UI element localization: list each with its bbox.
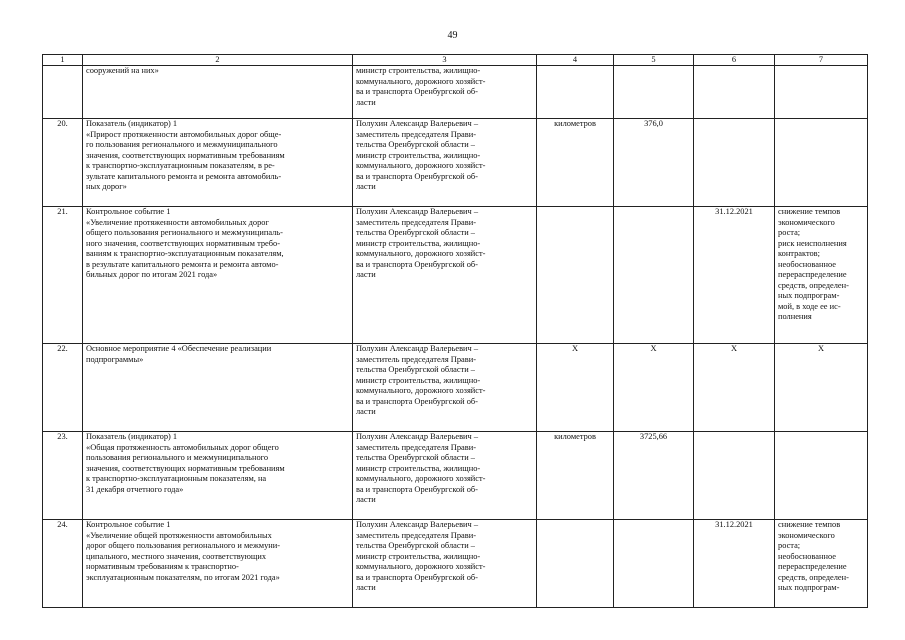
indicator-cell: Основное мероприятие 4 «Обеспечение реализации подпрограммы»	[83, 344, 353, 432]
date-cell	[694, 66, 775, 119]
table-row	[43, 344, 868, 432]
row-number: 22.	[43, 344, 83, 432]
table-row	[43, 66, 868, 119]
date-cell	[694, 119, 775, 207]
date-cell: X	[694, 344, 775, 432]
table-row	[43, 119, 868, 207]
column-header: 5	[614, 55, 694, 66]
unit-cell: километров	[537, 119, 614, 207]
risk-cell: снижение темпов экономического роста; риск неисполнения контрактов; необоснованное перераспределение средств, определен- ных подпрограм- мой, в ходе ее ис- полнения	[775, 207, 868, 344]
column-header: 7	[775, 55, 868, 66]
risk-cell: X	[775, 344, 868, 432]
indicator-cell: Контрольное событие 1 «Увеличение протяженности автомобильных дорог общего пользования регионального и межмуниципаль- ного значения, соответствующих нормативным требо- ваниям к транспортно-эксплуатационным показателям, в результате капитального ремонта и ремонта автомо- бильных дорог по итогам 2021 года»	[83, 207, 353, 344]
responsible-cell: Полухин Александр Валерьевич – заместитель председателя Прави- тельства Оренбургской области – министр строительства, жилищно- коммунального, дорожного хозяйст- ва и транспорта Оренбургской об- ласти	[353, 520, 537, 608]
table-row	[43, 432, 868, 520]
row-number	[43, 66, 83, 119]
row-number: 23.	[43, 432, 83, 520]
responsible-cell: Полухин Александр Валерьевич – заместитель председателя Прави- тельства Оренбургской области – министр строительства, жилищно- коммунального, дорожного хозяйст- ва и транспорта Оренбургской об- ласти	[353, 432, 537, 520]
document-table	[42, 54, 868, 608]
column-header: 1	[43, 55, 83, 66]
responsible-cell: Полухин Александр Валерьевич – заместитель председателя Прави- тельства Оренбургской области – министр строительства, жилищно- коммунального, дорожного хозяйст- ва и транспорта Оренбургской об- ласти	[353, 344, 537, 432]
column-header: 4	[537, 55, 614, 66]
indicator-cell: Показатель (индикатор) 1 «Общая протяженность автомобильных дорог общего пользования регионального и межмуниципального значения, соответствующих нормативным требованиям к транспортно-эксплуатационным показателям, на 31 декабря отчетного года»	[83, 432, 353, 520]
date-cell: 31.12.2021	[694, 207, 775, 344]
value-cell: X	[614, 344, 694, 432]
risk-cell: снижение темпов экономического роста; необоснованное перераспределение средств, определен- ных подпрограм-	[775, 520, 868, 608]
risk-cell	[775, 66, 868, 119]
column-header: 2	[83, 55, 353, 66]
risk-cell	[775, 432, 868, 520]
value-cell: 376,0	[614, 119, 694, 207]
responsible-cell: Полухин Александр Валерьевич – заместитель председателя Прави- тельства Оренбургской области – министр строительства, жилищно- коммунального, дорожного хозяйст- ва и транспорта Оренбургской об- ласти	[353, 207, 537, 344]
page-number: 49	[447, 30, 458, 41]
value-cell	[614, 207, 694, 344]
value-cell	[614, 66, 694, 119]
unit-cell	[537, 207, 614, 344]
unit-cell	[537, 520, 614, 608]
unit-cell: X	[537, 344, 614, 432]
column-header: 6	[694, 55, 775, 66]
responsible-cell: министр строительства, жилищно- коммунального, дорожного хозяйст- ва и транспорта Оренбургской об- ласти	[353, 66, 537, 119]
value-cell: 3725,66	[614, 432, 694, 520]
row-number: 20.	[43, 119, 83, 207]
risk-cell	[775, 119, 868, 207]
header-row	[43, 55, 868, 66]
value-cell	[614, 520, 694, 608]
indicator-cell: Контрольное событие 1 «Увеличение общей протяженности автомобильных дорог общего пользования регионального и межмуни- ципального, местного значения, соответствующих нормативным требованиям к транспортно- эксплуатационным показателям, по итогам 2021 года»	[83, 520, 353, 608]
responsible-cell: Полухин Александр Валерьевич – заместитель председателя Прави- тельства Оренбургской области – министр строительства, жилищно- коммунального, дорожного хозяйст- ва и транспорта Оренбургской об- ласти	[353, 119, 537, 207]
row-number: 21.	[43, 207, 83, 344]
unit-cell	[537, 66, 614, 119]
indicator-cell: Показатель (индикатор) 1 «Прирост протяженности автомобильных дорог обще- го пользования регионального и межмуниципального значения, соответствующих нормативным требованиям к транспортно-эксплуатационным показателям, в ре- зультате капитального ремонта и ремонта автомобиль- ных дорог»	[83, 119, 353, 207]
unit-cell: километров	[537, 432, 614, 520]
table-row	[43, 520, 868, 608]
table-row	[43, 207, 868, 344]
indicator-cell: сооружений на них»	[83, 66, 353, 119]
column-header: 3	[353, 55, 537, 66]
date-cell: 31.12.2021	[694, 520, 775, 608]
row-number: 24.	[43, 520, 83, 608]
date-cell	[694, 432, 775, 520]
